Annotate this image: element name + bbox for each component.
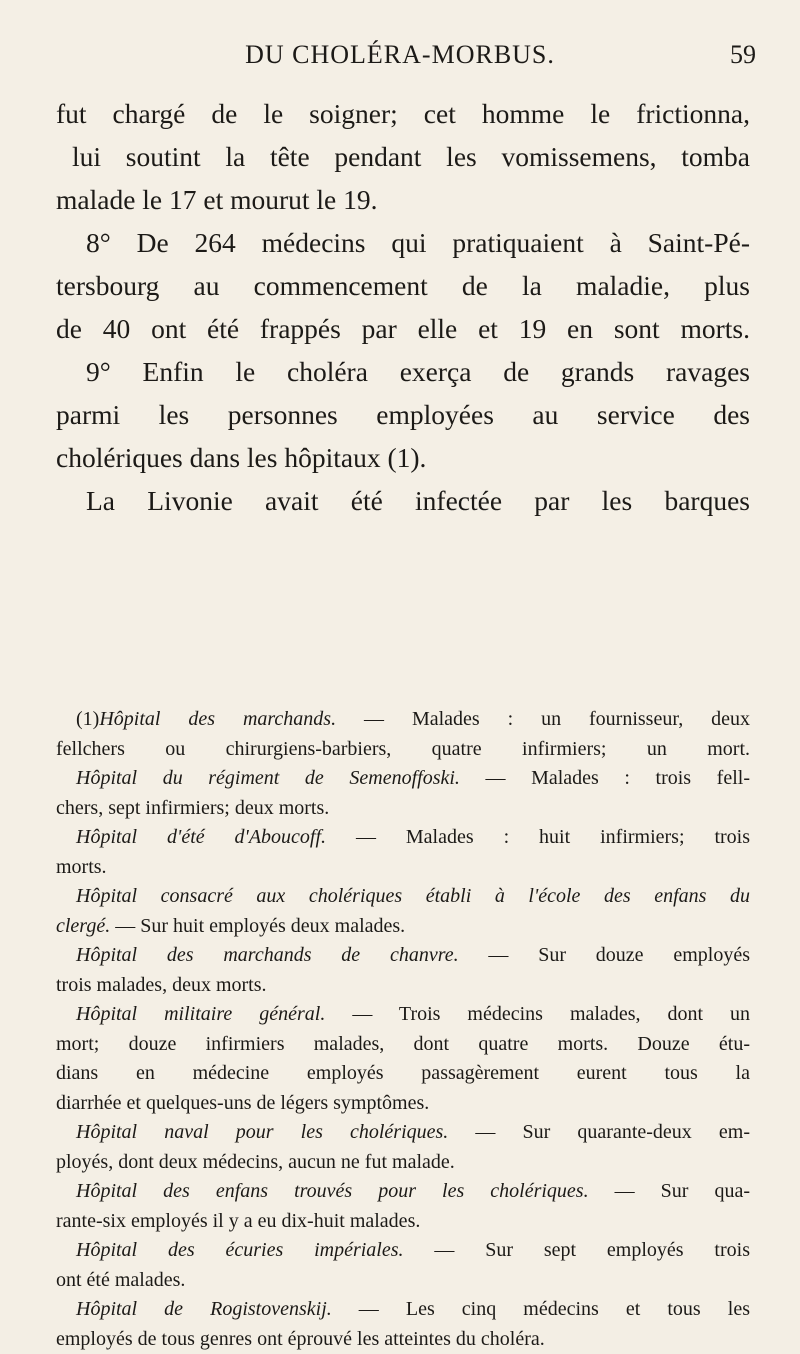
footnote-title: Hôpital des écuries impériales. <box>76 1239 404 1261</box>
page-number: 59 <box>730 40 756 70</box>
footnote-text: — Sur sept employés trois <box>404 1239 750 1261</box>
footnote-title: Hôpital naval pour les cholériques. <box>76 1121 448 1143</box>
body-line: cholériques dans les hôpitaux (1). <box>56 436 750 479</box>
footnote-line: dians en médecine employés passagèrement eurent tous la <box>56 1059 750 1089</box>
footnote-line: ployés, dont deux médecins, aucun ne fut malade. <box>56 1148 750 1178</box>
footnote-text: — Sur qua- <box>589 1180 750 1202</box>
footnote-line: diarrhée et quelques-uns de légers symptômes. <box>56 1089 750 1119</box>
footnote-line: rante-six employés il y a eu dix-huit malades. <box>56 1207 750 1237</box>
footnote-text: — Malades : trois fell- <box>460 767 750 789</box>
footnote-line: mort; douze infirmiers malades, dont quatre morts. Douze étu- <box>56 1030 750 1060</box>
body-text <box>56 92 750 522</box>
footnote-title: clergé. <box>56 915 110 937</box>
footnote-text: — Sur douze employés <box>459 944 750 966</box>
body-line: 9° Enfin le choléra exerça de grands ravages <box>56 350 750 393</box>
body-line: malade le 17 et mourut le 19. <box>56 178 750 221</box>
footnote-title: Hôpital des marchands. <box>99 708 336 730</box>
footnote-line: chers, sept infirmiers; deux morts. <box>56 794 750 824</box>
footnote-text: — Trois médecins malades, dont un <box>325 1003 750 1025</box>
footnote-line <box>56 1236 750 1266</box>
body-line: tersbourg au commencement de la maladie, plus <box>56 264 750 307</box>
body-line: lui soutint la tête pendant les vomissemens, tomba <box>56 135 750 178</box>
body-line: de 40 ont été frappés par elle et 19 en sont morts. <box>56 307 750 350</box>
footnote-line <box>56 882 750 912</box>
footnote-title: Hôpital d'été d'Aboucoff. <box>76 826 326 848</box>
body-line: fut chargé de le soigner; cet homme le frictionna, <box>56 92 750 135</box>
footnote-title: Hôpital de Rogistovenskij. <box>76 1298 332 1320</box>
footnote-text: — Malades : un fournisseur, deux <box>336 708 750 730</box>
footnote-title: Hôpital des enfans trouvés pour les cholériques. <box>76 1180 589 1202</box>
body-line: La Livonie avait été infectée par les barques <box>56 479 750 522</box>
footnote-title: Hôpital militaire général. <box>76 1003 325 1025</box>
footnote-line: morts. <box>56 853 750 883</box>
footnote-line <box>56 1000 750 1030</box>
footnote-text: — Malades : huit infirmiers; trois <box>326 826 750 848</box>
footnote-line <box>56 1118 750 1148</box>
footnote-line <box>56 912 750 942</box>
footnote-line: trois malades, deux morts. <box>56 971 750 1001</box>
running-header <box>0 40 800 80</box>
body-line: 8° De 264 médecins qui pratiquaient à Saint-Pé- <box>56 221 750 264</box>
footnote-line <box>56 705 750 735</box>
footnote-title: Hôpital du régiment de Semenoffoski. <box>76 767 460 789</box>
footnote-line <box>56 764 750 794</box>
footnote-line <box>56 823 750 853</box>
body-line: parmi les personnes employées au service des <box>56 393 750 436</box>
footnote-marker: (1) <box>76 708 99 730</box>
footnote-line <box>56 941 750 971</box>
footnotes <box>56 705 750 1354</box>
footnote-title: Hôpital des marchands de chanvre. <box>76 944 459 966</box>
footnote-line <box>56 1295 750 1325</box>
footnote-line: employés de tous genres ont éprouvé les atteintes du choléra. <box>56 1325 750 1354</box>
footnote-line: fellchers ou chirurgiens-barbiers, quatre infirmiers; un mort. <box>56 735 750 765</box>
footnote-text: — Sur quarante-deux em- <box>448 1121 750 1143</box>
footnote-text: — Sur huit employés deux malades. <box>110 915 405 937</box>
footnote-line: ont été malades. <box>56 1266 750 1296</box>
footnote-title: Hôpital consacré aux cholériques établi à l'école des enfans du <box>76 885 750 907</box>
footnote-line <box>56 1177 750 1207</box>
running-title: DU CHOLÉRA-MORBUS. <box>0 40 800 70</box>
footnote-text: — Les cinq médecins et tous les <box>332 1298 750 1320</box>
